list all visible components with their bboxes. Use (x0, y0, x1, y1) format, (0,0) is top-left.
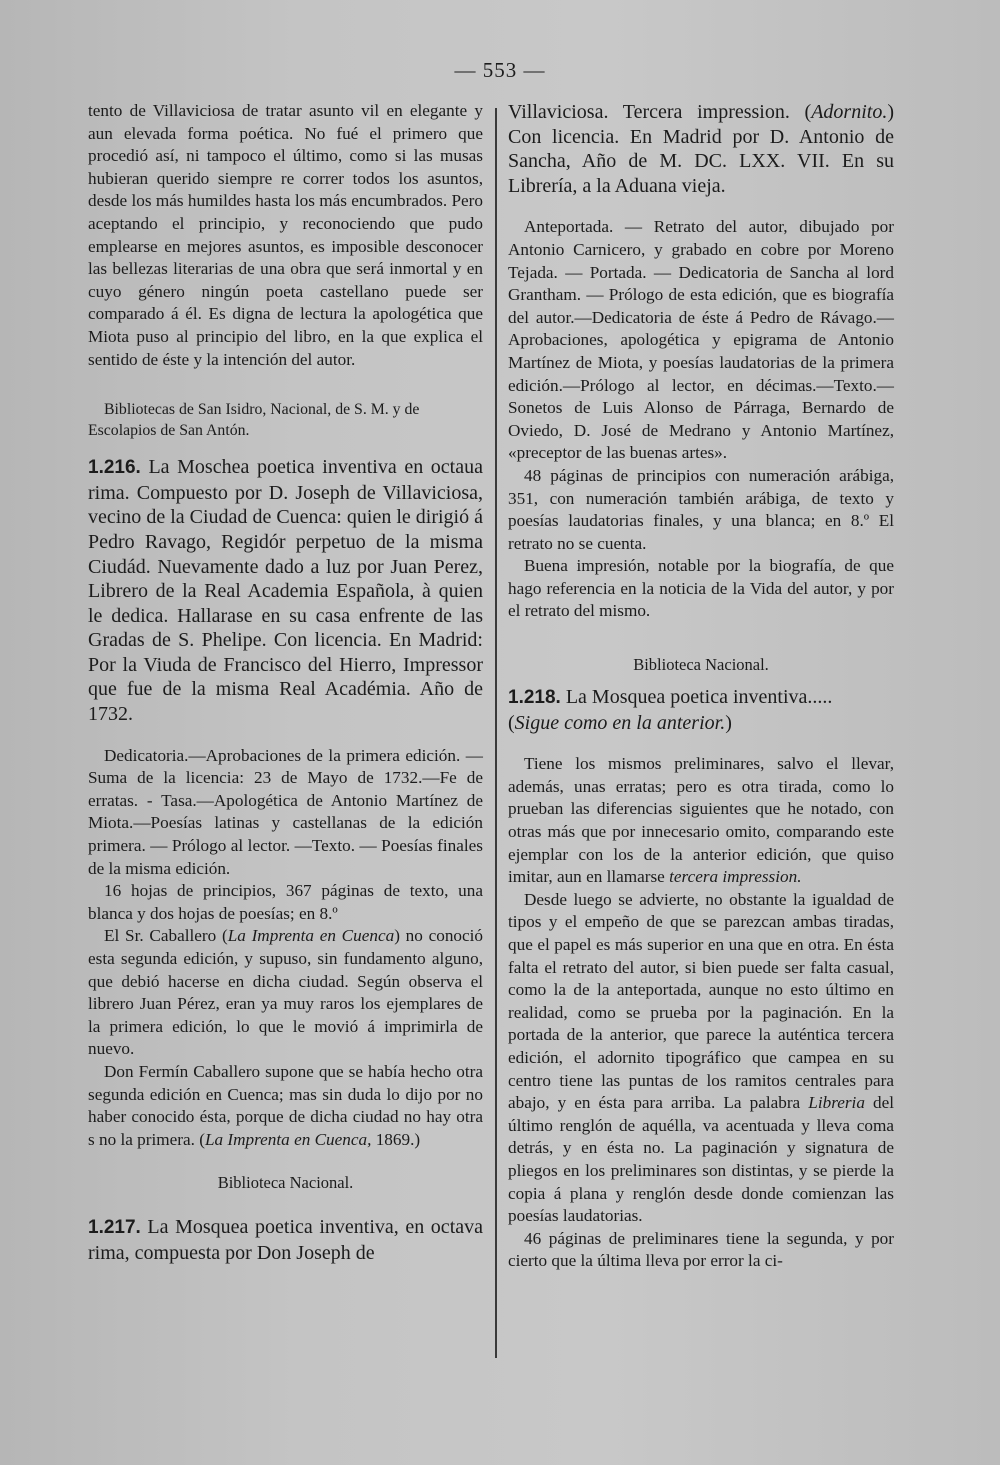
entry-1217 (88, 1215, 483, 1265)
good-print-note: Buena impresión, notable por la biografía, de que hago referencia en la noticia de la Vida del autor, y por el retrato del mismo. (508, 556, 894, 621)
text: ( (508, 711, 515, 734)
text: El Sr. Caballero ( (104, 926, 228, 946)
text: ) (725, 711, 732, 734)
pages-1217: 48 páginas de principios con numeración arábiga, 351, con numeración también arábiga, de texto y poesías laudatorias finales, y una blanca; en 8.º El retrato no se cuenta. (508, 465, 894, 553)
text: Desde luego se advierte, no obstante la igualdad de tipos y el empeño de que se parezcan ambas tiradas, que el papel es más superior en una que en otra. En ésta falta el retrato del autor, si bien puede ser falta casual, como la de la anteportada, aunque no esto último en realidad, como se prueba por la paginación. En la portada de la anterior, que parece la auténtica tercera edición, el adornito tipográfico que campea en su centro tiene las puntas de los ramitos centrales para abajo, y en ésta para arriba. La palabra (508, 889, 894, 1113)
entry-number: 1.216. (88, 457, 141, 479)
text: del último renglón de aquélla, va acentuada y lleva coma detrás, y en ésta no. La paginación y signatura de pliegos en los preliminares son distintas, y se pierde la copia á plana y renglón desde donde comienzan las poesías laudatorias. (508, 1093, 895, 1226)
caballero-note (88, 925, 483, 1061)
entry-number: 1.217. (88, 1217, 141, 1239)
entry-1218 (508, 685, 894, 735)
same-preliminaries-paragraph (508, 753, 894, 889)
book-title: La Imprenta en Cuenca, (204, 1129, 372, 1149)
text: Tiene los mismos preliminares, salvo el llevar, además, unas erratas; pero es otra tirada, como lo prueban las diferencias siguientes que he notado, con otras más que por innecesario omito, comparando este ejemplar con los de la anterior edición, que quiso imitar, aun en llamarse (508, 754, 894, 887)
library-label: Biblioteca Nacional. (217, 1173, 354, 1193)
book-title: La Imprenta en Cuenca (227, 926, 395, 946)
libraries-note: Bibliotecas de San Isidro, Nacional, de S. M. y de Escolapios de San Antón. (88, 401, 420, 440)
entry-title: La Moschea poetica inventiva en octaua rima. Compuesto por D. Joseph de Villaviciosa, vecino de la Ciudad de Cuenca: quien le dirigió á Pedro Ravago, Regidór perpetuo de la misma Ciudád. Nuevamente dado a luz por Juan Perez, Librero de la Real Academia Española, à quien le dedica. Hallarase en su casa enfrente de las Gradas de S. Phelipe. Con licencia. En Madrid: Por la Viuda de Francisco del Hierro, Impressor que fue de la misma Real Académia. Año de 1732. (88, 456, 483, 726)
page-number: — 553 — (454, 58, 546, 82)
entry-note: Sigue como en la anterior. (514, 711, 726, 734)
pages-1216: 16 hojas de principios, 367 páginas de texto, una blanca y dos hojas de poesías; en 8.º (88, 881, 483, 923)
right-column (508, 100, 894, 1273)
fermin-note (88, 1061, 483, 1151)
paragraph-intro: tento de Villaviciosa de tratar asunto vil en elegante y aun elevada forma poética. No fué el primero que procedió así, ni tampoco el último, como si las musas hubieran querido siempre re correr todos los asuntos, desde los más humildes hasta los más encumbrados. Pero aceptando el principio, y reconociendo que pudo emplearse en mejores asuntos, es imposible desconocer las bellezas literarias de una obra que será inmortal y en cuyo género ningún poeta castellano puede ser comparado á él. Es digna de lectura la apologética que Miota puso al principio del libro, en la que explica el sentido de éste y la intención del autor. (88, 101, 483, 369)
ornament-note: Adornito. (811, 101, 888, 123)
entry-title: La Mosquea poetica inventiva..... (565, 686, 833, 709)
entry-1216 (88, 455, 483, 727)
contents-1216: Dedicatoria.—Aprobaciones de la primera edición. —Suma de la licencia: 23 de Mayo de 1732.—Fe de erratas. - Tasa.—Apologética de Antonio Martínez de Miota.—Poesías latinas y castellanas de la edición primera. — Prólogo al lector. —Texto. — Poesías finales de la misma edición. (88, 745, 483, 878)
text: ) no conoció esta segunda edición, y supuso, sin fundamento alguno, que debió hacerse en dicha ciudad. Según observa el librero Juan Pérez, eran ya muy raros los ejemplares de la primera edición, lo que le movió á imprimirla de nuevo. (88, 926, 483, 1059)
column-divider (495, 108, 497, 1358)
entry-number: 1.218. (508, 687, 561, 709)
quoted-word: Libreria (808, 1093, 865, 1113)
text: 1869.) (371, 1129, 421, 1149)
quoted-title: tercera impression. (669, 867, 802, 887)
preliminaries-count-paragraph: 46 páginas de preliminares tiene la segunda, y por cierto que la última lleva por error la ci- (508, 1228, 894, 1271)
differences-paragraph (508, 889, 894, 1228)
text: Villaviciosa. Tercera impression. ( (508, 101, 812, 123)
text: ) Con licencia. En Madrid por D. Antonio de Sancha, Año de M. DC. LXX. VII. En su Librería, a la Aduana vieja. (508, 101, 894, 197)
entry-1217-continued (508, 100, 894, 198)
left-column (88, 100, 483, 1266)
contents-1217: Anteportada. — Retrato del autor, dibujado por Antonio Carnicero, y grabado en cobre por Moreno Tejada. — Portada. — Dedicatoria de Sancha al lord Grantham. — Prólogo de esta edición, que es biografía del autor.—Dedicatoria de éste á Pedro de Rávago.—Aprobaciones, apologética y epigrama de Antonio Martínez de Miota, y poesías laudatorias de la primera edición.—Prólogo al lector, en décimas.—Texto.— Sonetos de Luis Alonso de Párraga, Bernardo de Oviedo, D. José de Medrano y Antonio Martínez, «preceptor de las buenas artes». (508, 217, 894, 463)
library-label: Biblioteca Nacional. (633, 655, 769, 675)
entry-title: La Mosquea poetica inventiva, en octava rima, compuesta por Don Joseph de (88, 1216, 483, 1264)
text: ( (199, 1129, 205, 1149)
text: Don Fermín Caballero supone que se había hecho otra segunda edición en Cuenca; mas sin duda lo dijo por no haber conocido ésta, porque de dicha ciudad no hay otra s no la primera. (88, 1061, 483, 1149)
